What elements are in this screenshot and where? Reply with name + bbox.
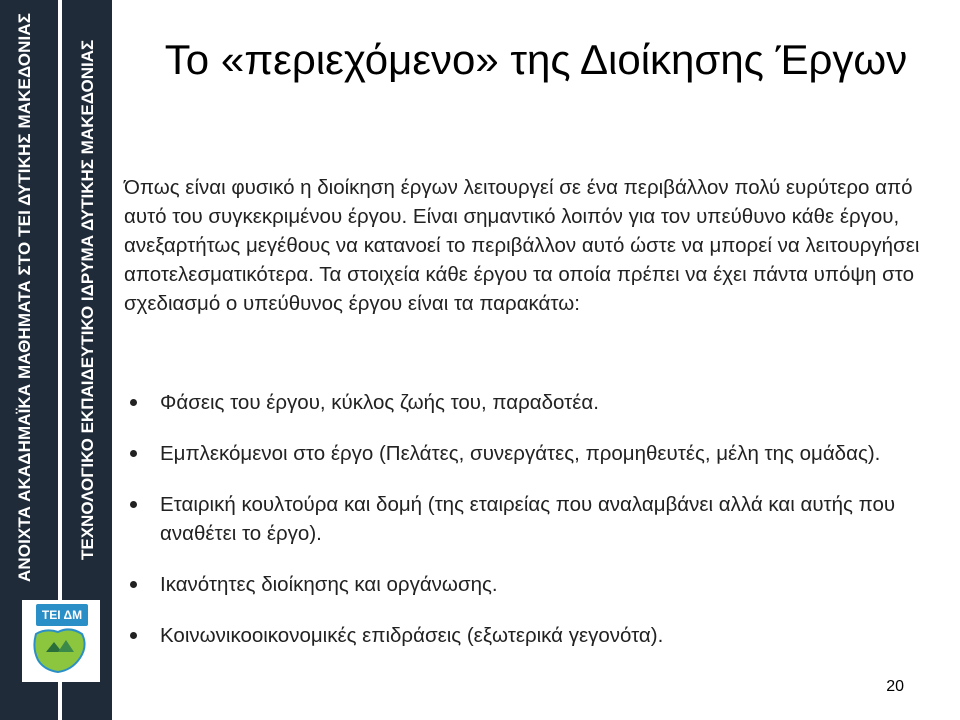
list-item: Κοινωνικοοικονομικές επιδράσεις (εξωτερικά γεγονότα). (124, 621, 944, 650)
list-item: Εταιρική κουλτούρα και δομή (της εταιρείας που αναλαμβάνει αλλά και αυτής που αναθέτει το έργο). (124, 490, 944, 548)
slide-content (112, 0, 960, 720)
slide-title: Το «περιεχόμενο» της Διοίκησης Έργων (164, 36, 908, 83)
bullet-list (124, 388, 944, 672)
open-courses-label: ΑΝΟΙΧΤΑ ΑΚΑΔΗΜΑΪΚΑ ΜΑΘΗΜΑΤΑ ΣΤΟ ΤΕΙ ΔΥΤΙΚΗΣ ΜΑΚΕΔΟΝΙΑΣ (15, 12, 34, 582)
logo-text: ΤΕΙ ΔΜ (36, 604, 88, 626)
tei-logo (22, 600, 100, 682)
bullet-icon (130, 450, 137, 457)
logo-map-icon (22, 600, 100, 682)
institution-label: ΤΕΧΝΟΛΟΓΙΚΟ ΕΚΠΑΙΔΕΥΤΙΚΟ ΙΔΡΥΜΑ ΔΥΤΙΚΗΣ ΜΑΚΕΔΟΝΙΑΣ (78, 39, 97, 560)
page-number: 20 (886, 678, 904, 695)
list-item: Φάσεις του έργου, κύκλος ζωής του, παραδοτέα. (124, 388, 944, 417)
bullet-icon (130, 632, 137, 639)
bullet-icon (130, 581, 137, 588)
bullet-icon (130, 399, 137, 406)
list-item: Εμπλεκόμενοι στο έργο (Πελάτες, συνεργάτες, προμηθευτές, μέλη της ομάδας). (124, 439, 944, 468)
intro-paragraph: Όπως είναι φυσικό η διοίκηση έργων λειτουργεί σε ένα περιβάλλον πολύ ευρύτερο από αυτό του συγκεκριμένου έργου. Είναι σημαντικό λοιπόν για τον υπεύθυνο κάθε έργου, ανεξαρτήτως μεγέθους να κατανοεί το περιβάλλον αυτό ώστε να μπορεί να λειτουργήσει αποτελεσματικότερα. Τα στοιχεία κάθε έργου τα οποία πρέπει να έχει πάντα υπόψη στο σχεδιασμό ο υπεύθυνος έργου είναι τα παρακάτω: (124, 176, 920, 315)
bullet-icon (130, 501, 137, 508)
sidebar (0, 0, 112, 720)
list-item: Ικανότητες διοίκησης και οργάνωσης. (124, 570, 944, 599)
